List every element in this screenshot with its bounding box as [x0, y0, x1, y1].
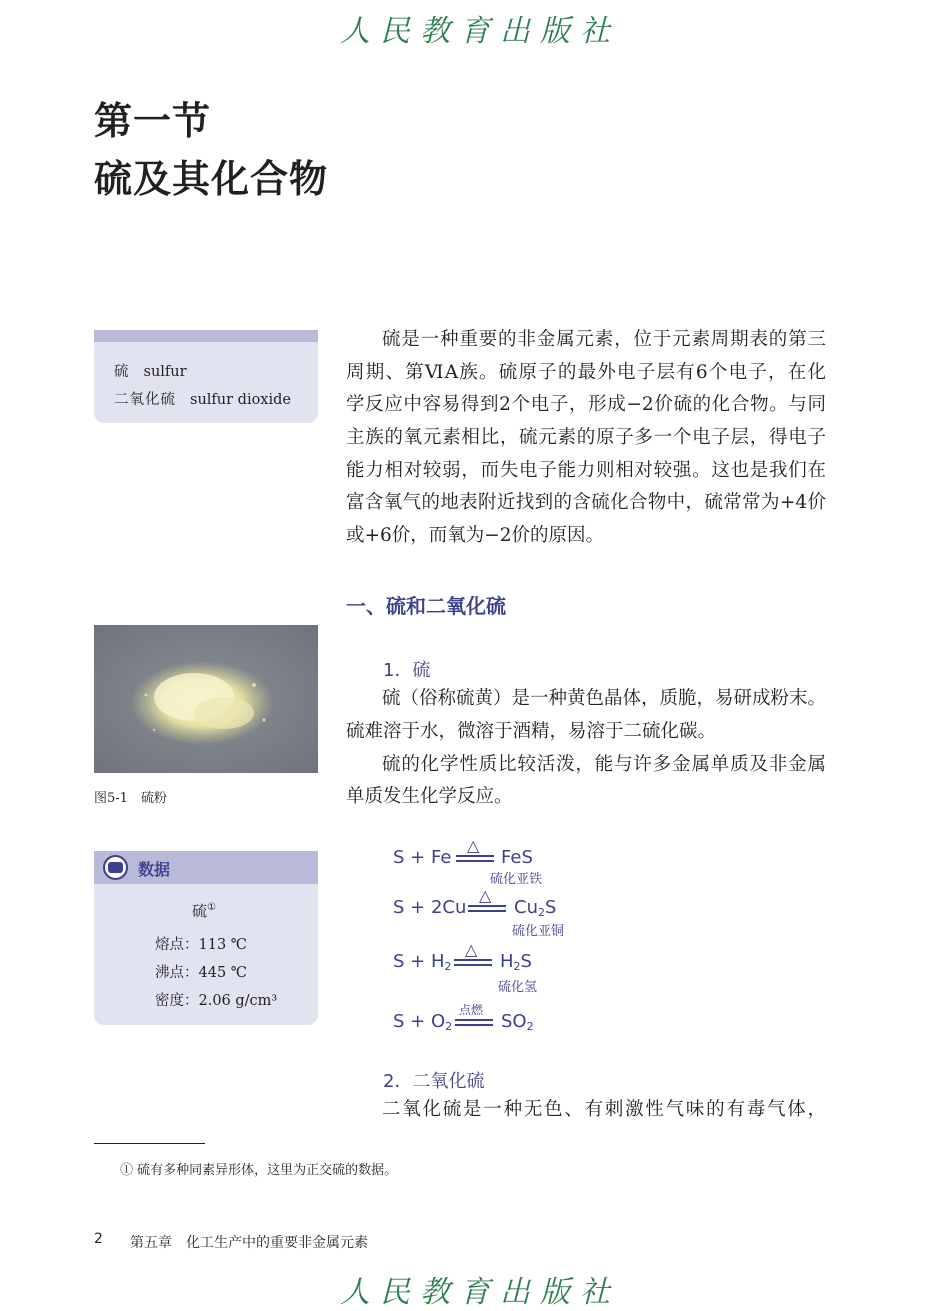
eq3-line-top: [454, 959, 492, 961]
sulfur-line: 单质发生化学反应。: [346, 786, 513, 807]
eq2-product-name: 硫化亚铜: [512, 924, 565, 939]
eq2-product-main: Cu: [514, 897, 538, 918]
intro-line: 富含氧气的地表附近找到的含硫化合物中，硫常常为+4价: [346, 492, 826, 513]
intro-line: 主族的氧元素相比，硫元素的原子多一个电子层，得电子: [346, 427, 826, 448]
figure-caption-text: 硫粉: [140, 791, 167, 806]
page-number: 2: [94, 1231, 103, 1247]
chat-bubble-icon: [103, 855, 128, 880]
eq1-line-bottom: [456, 860, 494, 862]
so2-line: 二氧化硫是一种无色、有刺激性气味的有毒气体，: [382, 1099, 826, 1120]
eq4-reactants: [393, 1011, 452, 1033]
publisher-logo-bottom: 人民教育出版社: [340, 1275, 620, 1310]
eq2-line-top: [468, 905, 506, 907]
footnote-mark: ①: [207, 902, 216, 913]
sulfur-powder-image: [94, 625, 318, 773]
eq4-line-bottom: [455, 1024, 493, 1026]
data-value: 113 ℃: [198, 937, 248, 953]
figure-caption: [94, 787, 167, 806]
eq4-line-top: [455, 1019, 493, 1021]
publisher-logo-top: 人民教育出版社: [340, 14, 620, 49]
data-box: [94, 851, 318, 1025]
sulfur-line: 硫难溶于水，微溶于酒精，易溶于二硫化碳。: [346, 721, 717, 742]
eq2-product-tail: S: [544, 897, 557, 918]
eq3-reactants: [393, 951, 452, 973]
eq4-condition: 点燃: [459, 1003, 484, 1017]
intro-line: 学反应中容易得到2个电子，形成−2价硫的化合物。与同: [346, 394, 826, 415]
eq3-product-name: 硫化氢: [498, 980, 538, 995]
chapter-title: 第五章 化工生产中的重要非金属元素: [130, 1235, 368, 1251]
eq2-condition: △: [479, 886, 492, 905]
eq3-product-sub: 2: [513, 960, 521, 973]
vocab-en: sulfur dioxide: [190, 392, 291, 408]
vocab-en: sulfur: [143, 364, 187, 380]
eq3-reactants-sub: 2: [444, 960, 452, 973]
eq4-product-sub: 2: [526, 1020, 534, 1033]
data-value: 2.06 g/cm³: [198, 993, 278, 1009]
intro-line: 能力相对较弱，而失电子能力则相对较强。这也是我们在: [346, 460, 826, 481]
eq4-product: [501, 1011, 534, 1033]
section-label: 第一节: [94, 99, 212, 143]
data-row-melting-point: [155, 933, 247, 954]
eq3-product-main: H: [500, 951, 514, 972]
eq1-condition: △: [467, 836, 480, 855]
eq3-line-bottom: [454, 964, 492, 966]
footnote-divider: [94, 1143, 205, 1144]
eq1-product-name: 硫化亚铁: [490, 872, 543, 887]
vocabulary-box-header: [94, 330, 318, 342]
data-box-header: [94, 851, 318, 884]
intro-line: 硫是一种重要的非金属元素，位于元素周期表的第三: [382, 329, 826, 350]
figure-label: 图5-1: [94, 791, 128, 806]
subheading-so2: 2．二氧化硫: [383, 1071, 485, 1092]
vocab-row: [114, 388, 291, 409]
section-title: 硫及其化合物: [94, 157, 329, 201]
data-value: 445 ℃: [198, 965, 248, 981]
data-label: 沸点：: [155, 965, 199, 981]
vocabulary-box: [94, 330, 318, 423]
data-row-density: [155, 989, 277, 1010]
eq1-product: FeS: [501, 847, 533, 868]
sulfur-powder-photo: [94, 625, 318, 773]
subheading-sulfur: 1．硫: [383, 660, 431, 681]
footnote: ① 硫有多种同素异形体，这里为正交硫的数据。: [120, 1163, 398, 1178]
sulfur-line: 硫（俗称硫黄）是一种黄色晶体，质脆，易研成粉末。: [382, 688, 827, 709]
eq4-reactants-main: S + O: [393, 1011, 446, 1032]
eq2-product: [514, 897, 556, 919]
data-substance: [192, 900, 216, 921]
eq2-reactants: S + 2Cu: [393, 897, 467, 918]
eq3-product-tail: S: [520, 951, 532, 972]
heading-sulfur-and-so2: 一、硫和二氧化硫: [346, 594, 506, 618]
eq3-product: [500, 951, 532, 973]
sulfur-line: 硫的化学性质比较活泼，能与许多金属单质及非金属: [382, 754, 826, 775]
eq2-line-bottom: [468, 910, 506, 912]
eq3-condition: △: [465, 940, 478, 959]
data-substance-name: 硫: [192, 902, 208, 920]
vocab-row: [114, 360, 187, 381]
eq4-product-main: SO: [501, 1011, 527, 1032]
eq4-reactants-sub: 2: [445, 1020, 453, 1033]
data-row-boiling-point: [155, 961, 247, 982]
eq3-reactants-main: S + H: [393, 951, 445, 972]
eq2-product-sub: 2: [537, 906, 545, 919]
data-box-title: 数据: [138, 860, 171, 879]
eq1-line-top: [456, 855, 494, 857]
intro-line: 周期、第ⅥA族。硫原子的最外电子层有6个电子，在化: [346, 362, 826, 383]
eq1-reactants: S + Fe: [393, 847, 452, 868]
vocab-zh: 二氧化硫: [114, 392, 176, 408]
data-label: 密度：: [155, 993, 199, 1009]
data-label: 熔点：: [155, 937, 199, 953]
vocab-zh: 硫: [114, 364, 130, 380]
intro-line: 或+6价，而氧为−2价的原因。: [346, 525, 605, 546]
